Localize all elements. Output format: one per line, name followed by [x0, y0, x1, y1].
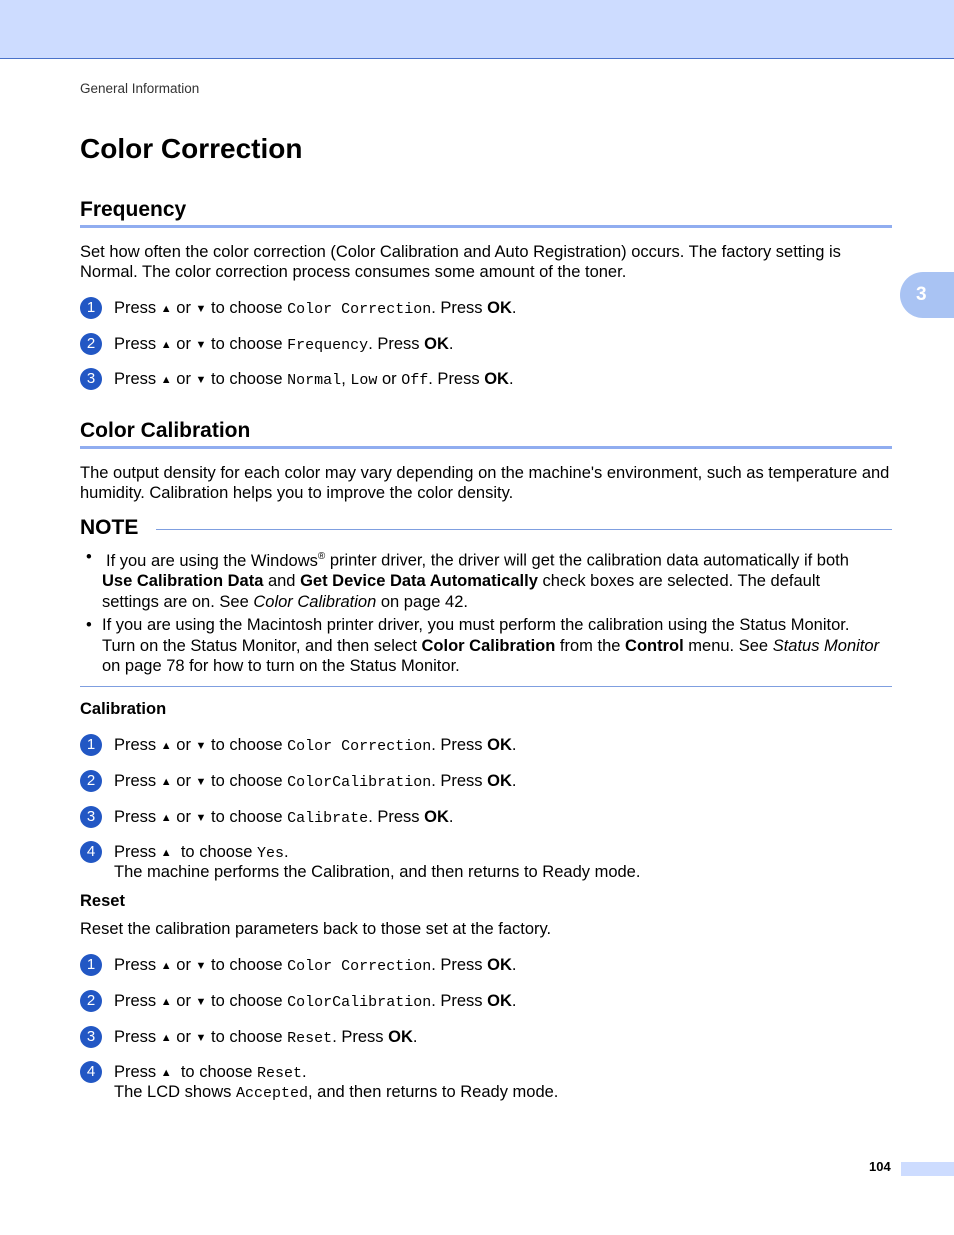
reset-heading: Reset	[80, 892, 125, 910]
up-arrow-icon: ▲	[160, 776, 172, 788]
up-arrow-icon: ▲	[160, 960, 172, 972]
color-calibration-intro: The output density for each color may vary depending on the machine's environment, such as temperature and humidity. Calibration helps you to improve the color density.	[80, 464, 890, 502]
footer-bar	[901, 1162, 954, 1176]
step-number: 3	[80, 806, 102, 828]
step-text: Press ▲ or ▼ to choose ColorCalibration. Press OK.	[114, 992, 517, 1011]
lcd-menu-item: ColorCalibration	[287, 994, 432, 1011]
reset-intro: Reset the calibration parameters back to those set at the factory.	[80, 920, 552, 938]
down-arrow-icon: ▼	[195, 776, 207, 788]
step-text: Press ▲ or ▼ to choose Calibrate. Press OK.	[114, 808, 454, 827]
lcd-menu-item: Color Correction	[287, 301, 432, 318]
down-arrow-icon: ▼	[195, 960, 207, 972]
step-number: 1	[80, 954, 102, 976]
lcd-menu-item: Color Correction	[287, 738, 432, 755]
ok-key: OK	[424, 335, 449, 353]
step-text: Press ▲ or ▼ to choose Reset. Press OK.	[114, 1028, 418, 1047]
step-text: Press ▲ or ▼ to choose Frequency. Press OK.	[114, 335, 454, 354]
note-end-divider	[80, 686, 892, 687]
step-text: Press ▲ or ▼ to choose ColorCalibration. Press OK.	[114, 772, 517, 791]
bullet-icon: •	[86, 616, 92, 634]
lcd-menu-item: Frequency	[287, 337, 369, 354]
lcd-menu-item: Calibrate	[287, 810, 369, 827]
lcd-menu-item: Off	[401, 372, 429, 389]
chapter-tab[interactable]: 3	[900, 272, 954, 318]
up-arrow-icon: ▲	[160, 812, 172, 824]
step-text: Press ▲ or ▼ to choose Normal, Low or Off. Press OK.	[114, 370, 514, 389]
ok-key: OK	[487, 992, 512, 1010]
step-number: 1	[80, 734, 102, 756]
note-item-1: If you are using the Windows® printer driver, the driver will get the calibration data automatically if both Use Calibration Data and Get Device Data Automatically check boxes are selected. The default settings are on. See Color Calibration on page 42.	[102, 551, 849, 611]
up-arrow-icon: ▲	[160, 303, 172, 315]
ok-key: OK	[487, 299, 512, 317]
note-heading: NOTE	[80, 516, 139, 539]
page-title: Color Correction	[80, 133, 303, 164]
lcd-menu-item: Color Correction	[287, 958, 432, 975]
note-divider	[156, 529, 892, 530]
step-number: 4	[80, 841, 102, 863]
breadcrumb: General Information	[80, 81, 200, 96]
step-number: 2	[80, 333, 102, 355]
lcd-menu-item: Low	[350, 372, 378, 389]
note-item-2: If you are using the Macintosh printer driver, you must perform the calibration using the Status Monitor. Turn on the Status Monitor, and then select Color Calibration from the Control menu. See Status Monitor on page 78 for how to turn on the Status Monitor.	[102, 616, 880, 675]
up-arrow-icon: ▲	[160, 996, 172, 1008]
ok-key: OK	[487, 956, 512, 974]
step-result: The LCD shows Accepted, and then returns to Ready mode.	[114, 1083, 559, 1102]
lcd-menu-item: Yes	[257, 845, 285, 862]
step-number: 2	[80, 770, 102, 792]
down-arrow-icon: ▼	[195, 303, 207, 315]
up-arrow-icon: ▲	[160, 339, 172, 351]
ok-key: OK	[484, 370, 509, 388]
step-text: Press ▲ to choose Reset.	[114, 1063, 307, 1082]
step-text: Press ▲ or ▼ to choose Color Correction. Press OK.	[114, 956, 517, 975]
frequency-heading: Frequency	[80, 198, 892, 228]
page-number: 104	[869, 1159, 891, 1174]
down-arrow-icon: ▼	[195, 1032, 207, 1044]
lcd-menu-item: Reset	[287, 1030, 333, 1047]
ok-key: OK	[487, 772, 512, 790]
down-arrow-icon: ▼	[195, 339, 207, 351]
step-text: Press ▲ or ▼ to choose Color Correction. Press OK.	[114, 736, 517, 755]
lcd-menu-item: Normal	[287, 372, 342, 389]
step-number: 3	[80, 368, 102, 390]
step-number: 4	[80, 1061, 102, 1083]
up-arrow-icon: ▲	[160, 847, 172, 859]
down-arrow-icon: ▼	[195, 374, 207, 386]
link-status-monitor[interactable]: Status Monitor	[772, 636, 880, 655]
color-calibration-heading: Color Calibration	[80, 419, 892, 449]
down-arrow-icon: ▼	[195, 740, 207, 752]
ok-key: OK	[424, 808, 449, 826]
header-band	[0, 0, 954, 59]
lcd-message: Accepted	[235, 1085, 308, 1102]
link-color-calibration[interactable]: Color Calibration	[253, 592, 377, 611]
down-arrow-icon: ▼	[195, 996, 207, 1008]
up-arrow-icon: ▲	[160, 374, 172, 386]
calibration-heading: Calibration	[80, 700, 167, 718]
step-number: 2	[80, 990, 102, 1012]
step-result: The machine performs the Calibration, and then returns to Ready mode.	[114, 863, 641, 881]
down-arrow-icon: ▼	[195, 812, 207, 824]
ok-key: OK	[388, 1028, 413, 1046]
up-arrow-icon: ▲	[160, 740, 172, 752]
step-text: Press ▲ to choose Yes.	[114, 843, 289, 862]
up-arrow-icon: ▲	[160, 1067, 172, 1079]
up-arrow-icon: ▲	[160, 1032, 172, 1044]
lcd-menu-item: ColorCalibration	[287, 774, 432, 791]
bullet-icon: •	[86, 548, 92, 566]
ok-key: OK	[487, 736, 512, 754]
lcd-menu-item: Reset	[257, 1065, 303, 1082]
step-number: 1	[80, 297, 102, 319]
step-text: Press ▲ or ▼ to choose Color Correction. Press OK.	[114, 299, 517, 318]
frequency-intro: Set how often the color correction (Color Calibration and Auto Registration) occurs. The factory setting is Normal. The color correction process consumes some amount of the toner.	[80, 243, 841, 281]
step-number: 3	[80, 1026, 102, 1048]
